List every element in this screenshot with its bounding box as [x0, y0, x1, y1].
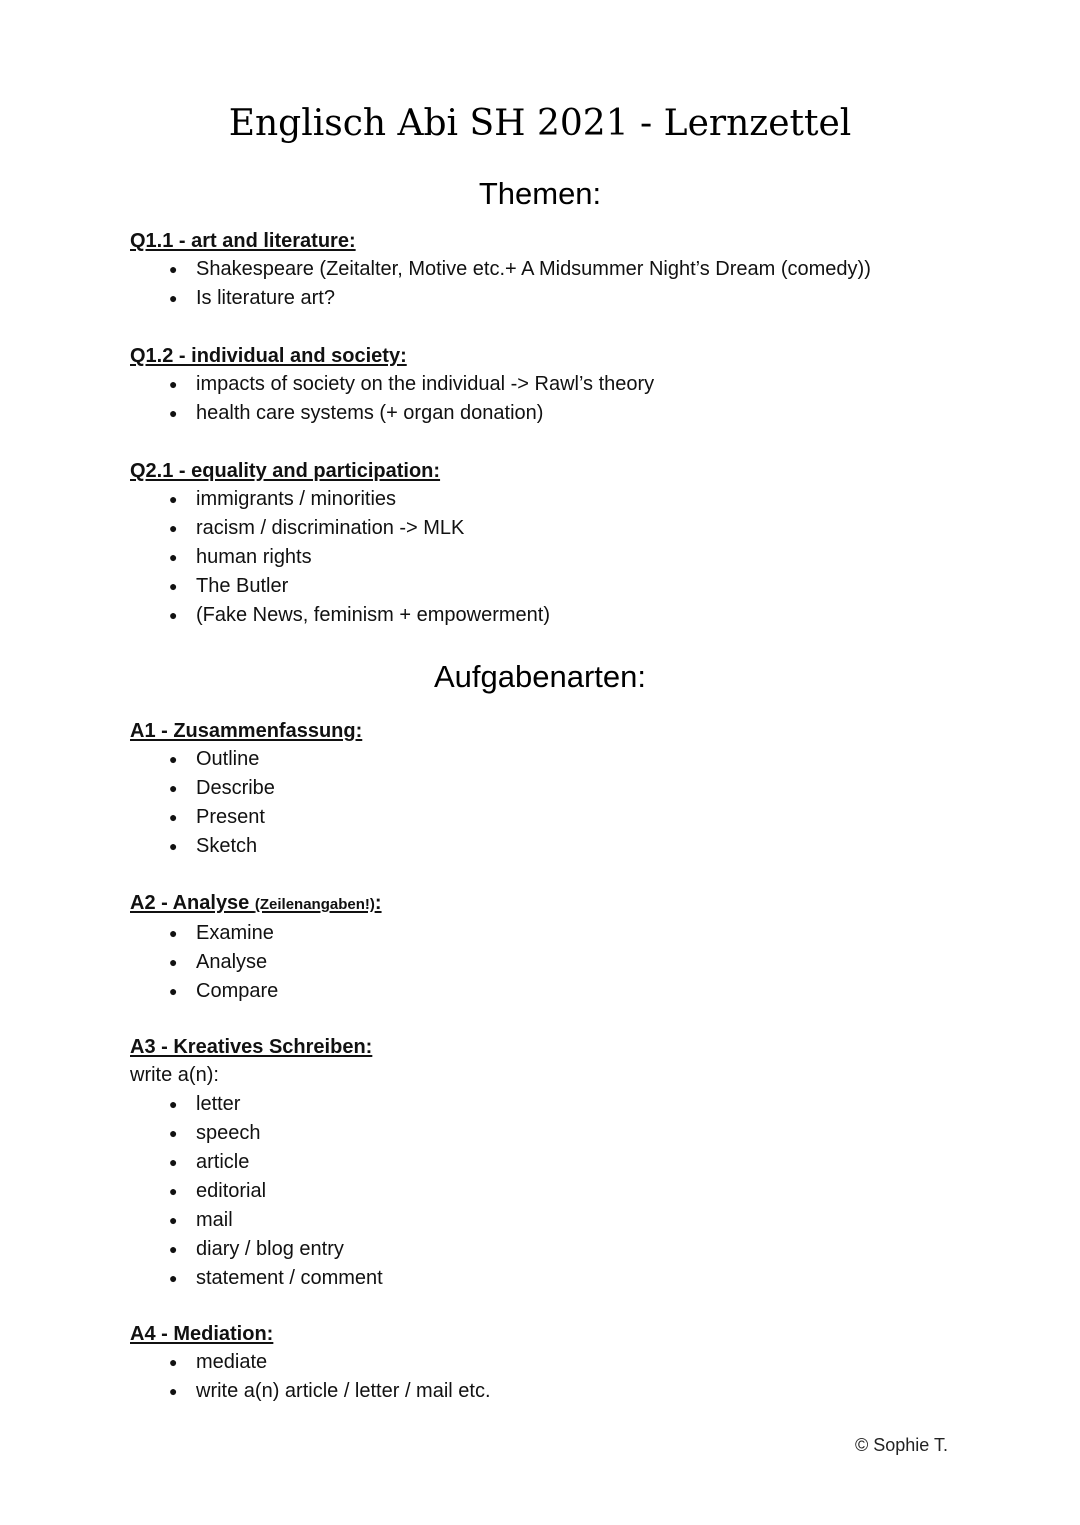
- bullet-list: [130, 255, 1010, 313]
- section-intro: write a(n):: [130, 1064, 219, 1086]
- section-a4: [130, 1320, 1010, 1406]
- bullet-icon: ●: [169, 983, 178, 999]
- section-title: Q2.1 - equality and participation:: [130, 460, 441, 482]
- bullet-list: [130, 1090, 1010, 1293]
- list-item: [130, 774, 1010, 803]
- list-item-text: immigrants / minorities: [196, 488, 397, 510]
- list-item-text: impacts of society on the individual -> Rawl’s theory: [196, 373, 655, 395]
- list-item: [130, 1177, 1010, 1206]
- list-item-text: article: [196, 1151, 250, 1173]
- bullet-icon: ●: [169, 838, 178, 854]
- list-item: [130, 284, 1010, 313]
- section-a1: [130, 717, 1010, 861]
- list-item-text: Sketch: [196, 835, 258, 857]
- bullet-icon: ●: [169, 491, 178, 507]
- bullet-list: [130, 919, 1010, 1006]
- bullet-list: [130, 1348, 1010, 1406]
- bullet-icon: ●: [169, 607, 178, 623]
- bullet-icon: ●: [169, 1383, 178, 1399]
- bullet-list: [130, 745, 1010, 861]
- section-a2: [130, 889, 1010, 1006]
- list-item: [130, 1206, 1010, 1235]
- list-item: [130, 1264, 1010, 1293]
- list-item-text: Present: [196, 806, 265, 828]
- bullet-icon: ●: [169, 261, 178, 277]
- page-title: Englisch Abi SH 2021 - Lernzettel: [228, 103, 852, 144]
- bullet-icon: ●: [169, 578, 178, 594]
- list-item-text: Examine: [196, 922, 274, 944]
- section-a3: [130, 1033, 1010, 1293]
- list-item-text: mediate: [196, 1351, 268, 1373]
- bullet-icon: ●: [169, 1125, 178, 1141]
- list-item-text: Analyse: [196, 951, 268, 973]
- list-item: [130, 745, 1010, 774]
- list-item-text: letter: [196, 1093, 241, 1115]
- list-item: [130, 832, 1010, 861]
- bullet-icon: ●: [169, 1212, 178, 1228]
- list-item-text: racism / discrimination -> MLK: [196, 517, 465, 539]
- bullet-icon: ●: [169, 520, 178, 536]
- list-item: [130, 1119, 1010, 1148]
- bullet-icon: ●: [169, 954, 178, 970]
- list-item-text: statement / comment: [196, 1267, 383, 1289]
- copyright-notice: © Sophie T.: [855, 1435, 948, 1455]
- list-item: [130, 1235, 1010, 1264]
- bullet-icon: ●: [169, 376, 178, 392]
- bullet-icon: ●: [169, 1154, 178, 1170]
- section-title: Q1.2 - individual and society:: [130, 345, 407, 367]
- list-item: [130, 601, 1010, 630]
- list-item: [130, 1348, 1010, 1377]
- list-item-text: The Butler: [196, 575, 289, 597]
- list-item-text: Compare: [196, 980, 279, 1002]
- list-item-text: Shakespeare (Zeitalter, Motive etc.+ A Midsummer Night’s Dream (comedy)): [196, 258, 871, 280]
- bullet-icon: ●: [169, 1354, 178, 1370]
- list-item: [130, 977, 1010, 1006]
- section-title-colon: :: [374, 892, 382, 914]
- bullet-icon: ●: [169, 780, 178, 796]
- themen-heading: Themen:: [478, 176, 602, 211]
- list-item: [130, 370, 1010, 399]
- list-item: [130, 543, 1010, 572]
- list-item-text: (Fake News, feminism + empowerment): [196, 604, 550, 626]
- bullet-icon: ●: [169, 925, 178, 941]
- list-item-text: diary / blog entry: [196, 1238, 344, 1260]
- list-item: [130, 948, 1010, 977]
- section-title: A1 - Zusammenfassung:: [130, 720, 363, 742]
- bullet-icon: ●: [169, 1096, 178, 1112]
- list-item-text: Describe: [196, 777, 275, 799]
- list-item-text: human rights: [196, 546, 312, 568]
- list-item-text: Is literature art?: [196, 287, 335, 309]
- list-item: [130, 255, 1010, 284]
- list-item: [130, 1090, 1010, 1119]
- bullet-icon: ●: [169, 290, 178, 306]
- section-title: [130, 889, 1010, 919]
- aufgabenarten-heading: Aufgabenarten:: [433, 659, 646, 694]
- list-item: [130, 1377, 1010, 1406]
- section-title-main: A2 - Analyse: [130, 892, 255, 914]
- list-item-text: Outline: [196, 748, 260, 770]
- bullet-icon: ●: [169, 549, 178, 565]
- section-q1-2: [130, 342, 1010, 428]
- list-item-text: write a(n) article / letter / mail etc.: [196, 1380, 491, 1402]
- list-item: [130, 514, 1010, 543]
- section-title: A4 - Mediation:: [130, 1323, 274, 1345]
- list-item-text: editorial: [196, 1180, 267, 1202]
- bullet-icon: ●: [169, 1241, 178, 1257]
- section-title: Q1.1 - art and literature:: [130, 230, 356, 252]
- list-item: [130, 572, 1010, 601]
- section-title-note: (Zeilenangaben!): [254, 896, 375, 913]
- section-title: A3 - Kreatives Schreiben:: [130, 1036, 373, 1058]
- list-item-text: speech: [196, 1122, 261, 1144]
- list-item: [130, 803, 1010, 832]
- list-item-text: mail: [196, 1209, 233, 1231]
- list-item: [130, 399, 1010, 428]
- bullet-list: [130, 370, 1010, 428]
- bullet-list: [130, 485, 1010, 630]
- list-item: [130, 1148, 1010, 1177]
- list-item: [130, 919, 1010, 948]
- bullet-icon: ●: [169, 1183, 178, 1199]
- section-q1-1: [130, 227, 1010, 313]
- list-item-text: health care systems (+ organ donation): [196, 402, 544, 424]
- bullet-icon: ●: [169, 405, 178, 421]
- section-q2-1: [130, 457, 1010, 630]
- bullet-icon: ●: [169, 809, 178, 825]
- bullet-icon: ●: [169, 751, 178, 767]
- list-item: [130, 485, 1010, 514]
- bullet-icon: ●: [169, 1270, 178, 1286]
